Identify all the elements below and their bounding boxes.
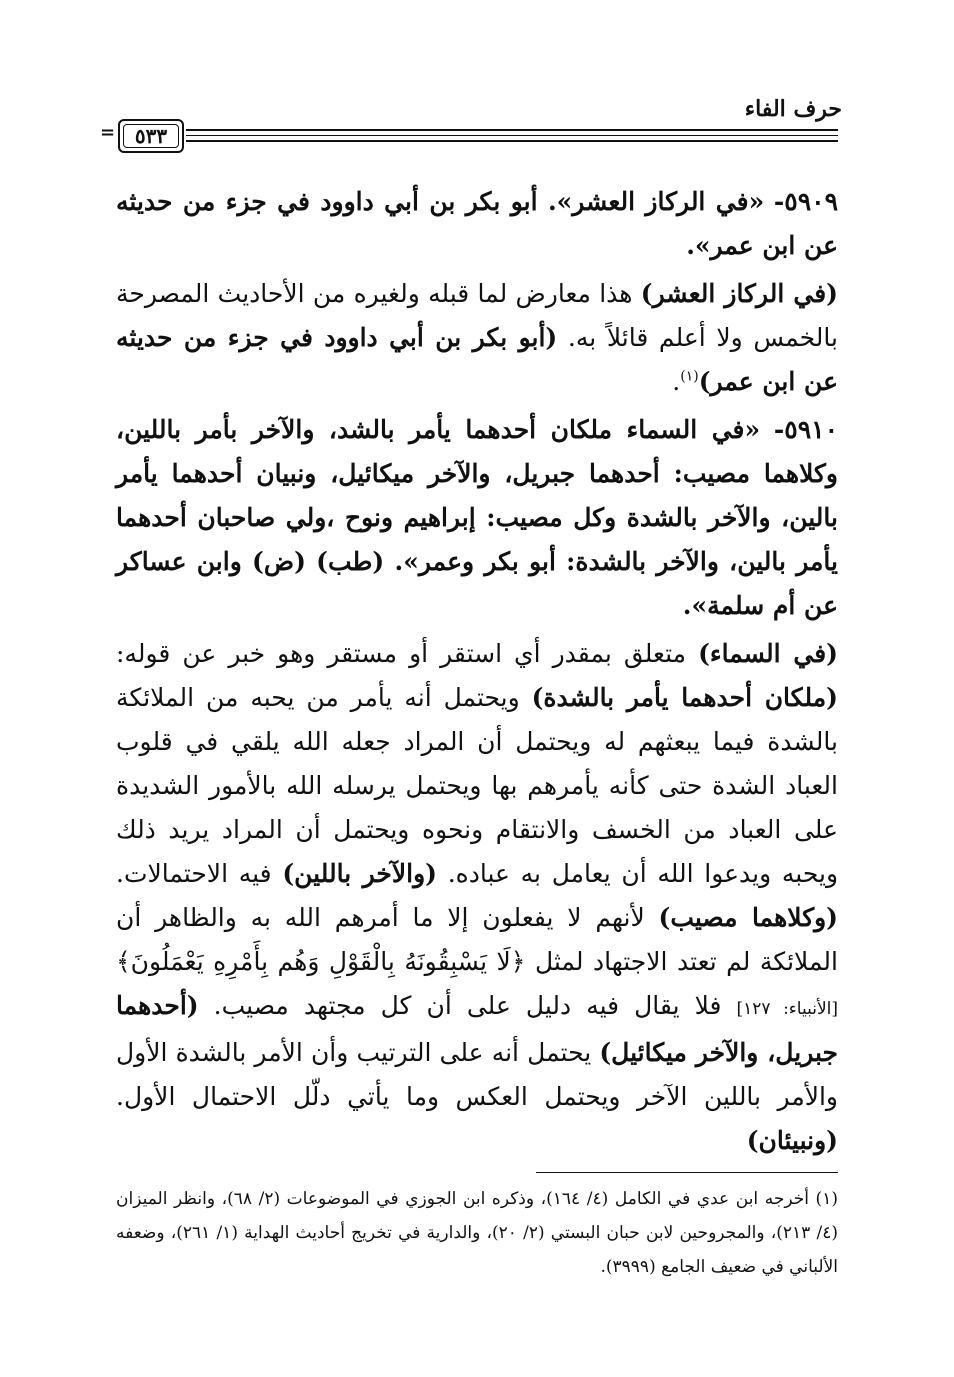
commentary-text: لأنهم لا يفعلون إلا ما أمرهم الله به والظاهر أن الملائكة لم تعتد الاجتهاد لمثل	[116, 903, 838, 976]
commentary-text: متعلق بمقدر أي استقر أو مستقر وهو خبر عن قوله:	[116, 639, 687, 668]
commentary-paragraph	[116, 632, 838, 1163]
header-rule-middle	[186, 135, 838, 136]
entry-number: ٥٩١٠-	[773, 415, 838, 444]
chapter-title: حرف الفاء	[744, 96, 842, 122]
footnote-divider	[536, 1172, 838, 1173]
header-marker: =	[100, 122, 116, 143]
commentary-text: فلا يقال فيه دليل على أن كل مجتهد مصيب.	[213, 991, 722, 1020]
commentary-text: هذا معارض لما قبله ولغيره من الأحاديث المصرحة بالخمس ولا أعلم قائلاً به.	[116, 279, 838, 352]
page-number-box	[118, 119, 184, 153]
quran-reference: [الأنبياء: ١٢٧]	[736, 999, 839, 1019]
main-text	[116, 180, 838, 1167]
commentary-quote: (في السماء)	[698, 639, 839, 668]
commentary-text: ويحتمل أنه يأمر من يحبه من الملائكة بالشدة فيما يبعثهم له ويحتمل أن المراد جعله الله يلقي في قلوب العباد الشدة حتى كأنه يأمرهم بها ويحتمل يرسله الله بالأمور الشديدة على العباد من الخسف والانتقام ونحوه ويحتمل أن المراد يريد ذلك ويحبه ويدعوا الله أن يعامل به عباده.	[116, 683, 839, 888]
hadith-text: «في السماء ملكان أحدهما يأمر بالشد، والآخر بأمر باللين، وكلاهما مصيب: أحدهما جبريل، والآخر ميكائيل، ونبيان أحدهما يأمر بالين، والآخر بالشدة وكل مصيب: إبراهيم ونوح ،ولي صاحبان أحدهما يأمر بالين، والآخر بالشدة: أبو بكر وعمر». (طب) (ض) وابن عساكر عن أم سلمة».	[116, 415, 838, 620]
hadith-entry	[116, 408, 838, 628]
header-rule-top	[186, 129, 838, 131]
commentary-quote: (ونبيئان)	[746, 1126, 838, 1155]
commentary-text: فيه الاحتمالات.	[116, 859, 272, 888]
commentary-quote: (في الركاز العشر)	[640, 279, 838, 308]
footnote-ref[interactable]: (١)	[680, 368, 699, 385]
commentary-quote: (ملكان أحدهما يأمر بالشدة)	[531, 683, 838, 712]
entry-number: ٥٩٠٩-	[773, 187, 838, 216]
page-number: ٥٣٣	[134, 124, 168, 148]
commentary-text: .	[672, 367, 681, 396]
header-rule-bottom	[186, 140, 838, 142]
commentary-paragraph	[116, 272, 838, 404]
commentary-text: يحتمل أنه على الترتيب وأن الأمر بالشدة الأول والأمر باللين الآخر ويحتمل العكس وما يأتي دلّل الاحتمال الأول.	[116, 1038, 838, 1111]
commentary-quote: (وكلاهما مصيب)	[658, 903, 839, 932]
commentary-quote: (والآخر باللين)	[282, 859, 437, 888]
footnote: (١) أخرجه ابن عدي في الكامل (٤/ ١٦٤)، وذكره ابن الجوزي في الموضوعات (٢/ ٦٨)، وانظر الميزان (٤/ ٢١٣)، والمجروحين لابن حبان البستي (٢/ ٢٠)، والدارية في تخريج أحاديث الهداية (١/ ٢٦١)، وضعفه الألباني في ضعيف الجامع (٣٩٩٩).	[116, 1189, 838, 1277]
commentary-quote: (أبو بكر بن أبي داوود في جزء من حديثه عن ابن عمر)	[116, 323, 838, 396]
commentary-quote: (أحدهما جبريل، والآخر ميكائيل)	[116, 991, 838, 1067]
hadith-text: «في الركاز العشر». أبو بكر بن أبي داوود في جزء من حديثه عن ابن عمر».	[116, 187, 838, 260]
hadith-entry	[116, 180, 838, 268]
quran-verse: ﴿لَا يَسْبِقُونَهُ بِالْقَوْلِ وَهُم بِأَمْرِهِ يَعْمَلُونَ﴾	[116, 947, 526, 976]
